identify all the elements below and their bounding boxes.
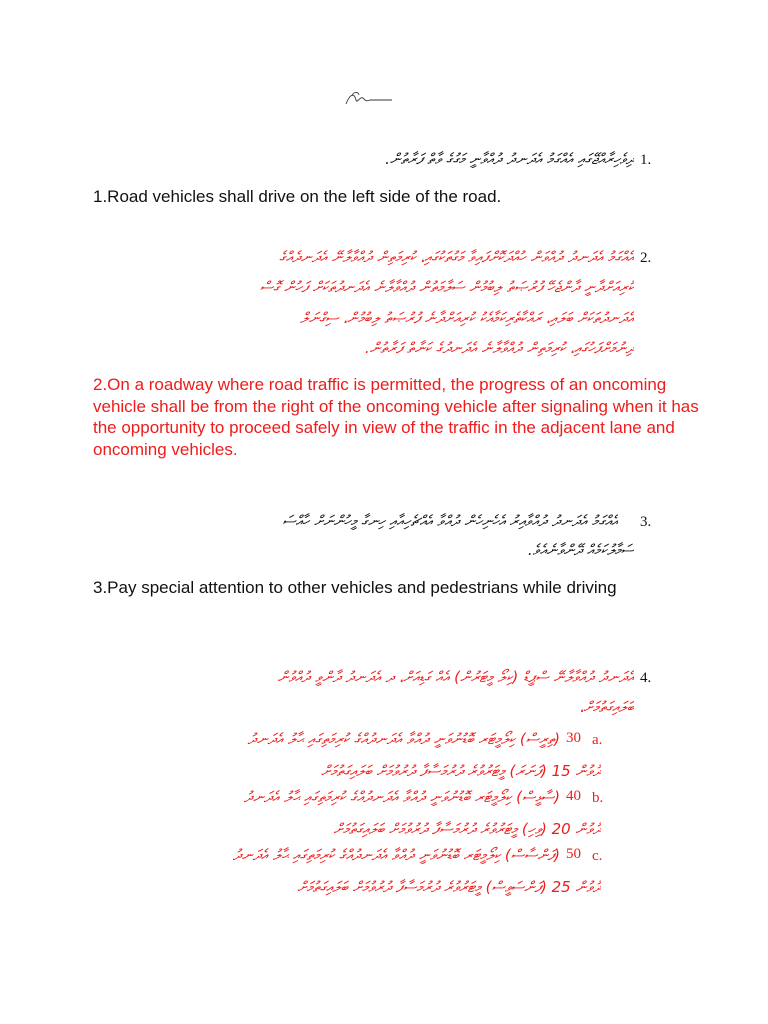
rule-3-dhivehi-line: އެއްގަމު އެދަނދު ދުއްވާއިރު އެހެނިހެން ދުއްވާ އެއްޗެހިއާއި ހިނގާ މީހުންނަށް ހާއްސަ	[282, 512, 618, 530]
speed-item-b-label: b.	[592, 790, 604, 806]
rule-3-english: 3.Pay special attention to other vehicles and pedestrians while driving	[93, 578, 617, 597]
signature-icon	[344, 88, 394, 110]
speed-item-a-value: 30	[566, 730, 581, 746]
rule-2-english: 2.On a roadway where road traffic is permitted, the progress of an oncoming vehicle shall be from the right of the oncoming vehicle after signaling when it has the opportunity to proceed safely in view of the traffic in the adjacent lane and oncoming vehicles.	[93, 375, 699, 459]
speed-item-b-dhivehi-line: ދުވުން 20 (ވިހި) މީޓަރުވުރެ ދުރުމަސާފާ ދުރުވުމަށް ބަލައިގަތުމަށް	[333, 820, 601, 838]
rule-1-number: 1.	[640, 152, 652, 168]
rule-2-dhivehi-line: ދިނުމަށްފަހުގައި، ކުރިމަތިން ދުއްވާލާނެ އެދަނދުގެ ކަނާތް ފަރާތުން.	[364, 339, 634, 357]
speed-item-b-dhivehi-line: (ސާޅީސް) ކިލޯމީޓަރ ބޮޑުނުވަނީ ދުއްވާ އެދަނދުއްގެ ކުރިމަތިގައި ޙާލު އެދަނދު	[243, 788, 560, 806]
speed-item-a-dhivehi-line: ދުވުން 15 (ފަނަރަ) މީޓަރުވުރެ ދުރުމަސާފާ ދުރުވުމަށް ބަލައިގަތުމަށް	[321, 762, 601, 780]
rule-4-dhivehi-line: ބަލައިގަތުމަށް،	[579, 698, 634, 716]
rule-2-dhivehi-line: އެދަނދުތަކަށް ބަލައި، ރައްކާތެރިކަމާއެކު ކުރިއަށްދާނެ ފުރުޞަތު ލިބުމުން، ސިގްނަލް	[300, 309, 634, 327]
rule-4-dhivehi-line: އެދަނދު ދުއްވާލާނޭ ސްޕީޑް (ކިލޯ މީޓަރުން) އެއް ގަޑިއަށް، ދ އެދަނދު ދާންވީ ދުއްވުން	[277, 668, 634, 686]
rule-2-dhivehi-line: ކުރިއަށްދާނީ ދާންޖެހޭ ފުރުޞަތު ލިބުމުން ސަލާމަތުން ދުއްވާލާނެ އެދަނދުތަކަށް ފަހުން ގޮސް	[259, 278, 634, 296]
rule-2-dhivehi-line: އެއްގަމު އެދަނދު ދުއްވަން ހުއްދަކޮށްފައިވާ މަގުތަކުގައި، ކުރިމަތިން ދުއްވާލާނޭ އެދަނދެއްގެ	[279, 248, 634, 266]
speed-item-c-label: c.	[592, 848, 603, 864]
speed-item-c-dhivehi-line: (ފަންސާސް) ކިލޯމީޓަރ ބޮޑުނުވަނީ ދުއްވާ އެދަނދުއްގެ ކުރިމަތިގައި ޙާލު އެދަނދު	[232, 846, 560, 864]
rule-1-dhivehi-line: ދިވެހިރާއްޖޭގައި އެއްގަމު އެދަނދު ދުއްވާނީ މަގުގެ ވާތް ފަރާތުން.	[385, 150, 634, 168]
speed-item-c-value: 50	[566, 846, 581, 862]
speed-item-a-dhivehi-line: (ތިރީސް) ކިލޯމީޓަރ ބޮޑުނުވަނީ ދުއްވާ އެދަނދުއްގެ ކުރިމަތިގައި ޙާލު އެދަނދު	[247, 730, 560, 748]
rule-3-dhivehi-line: ސަމާލުކަމެއް ދޭންވާނެއެވެ.	[527, 541, 634, 559]
rule-1-english: 1.Road vehicles shall drive on the left side of the road.	[93, 187, 502, 206]
rule-4-number: 4.	[640, 670, 652, 686]
speed-item-c-dhivehi-line: ދުވުން 25 (ފަންސަވީސް) މީޓަރުވުރެ ދުރުމަސާފާ ދުރުވުމަށް ބަލައިގަތުމަށް	[297, 878, 601, 896]
speed-item-a-label: a.	[592, 732, 603, 748]
rule-2-number: 2.	[640, 250, 652, 266]
rule-3-number: 3.	[640, 514, 652, 530]
speed-item-b-value: 40	[566, 788, 581, 804]
